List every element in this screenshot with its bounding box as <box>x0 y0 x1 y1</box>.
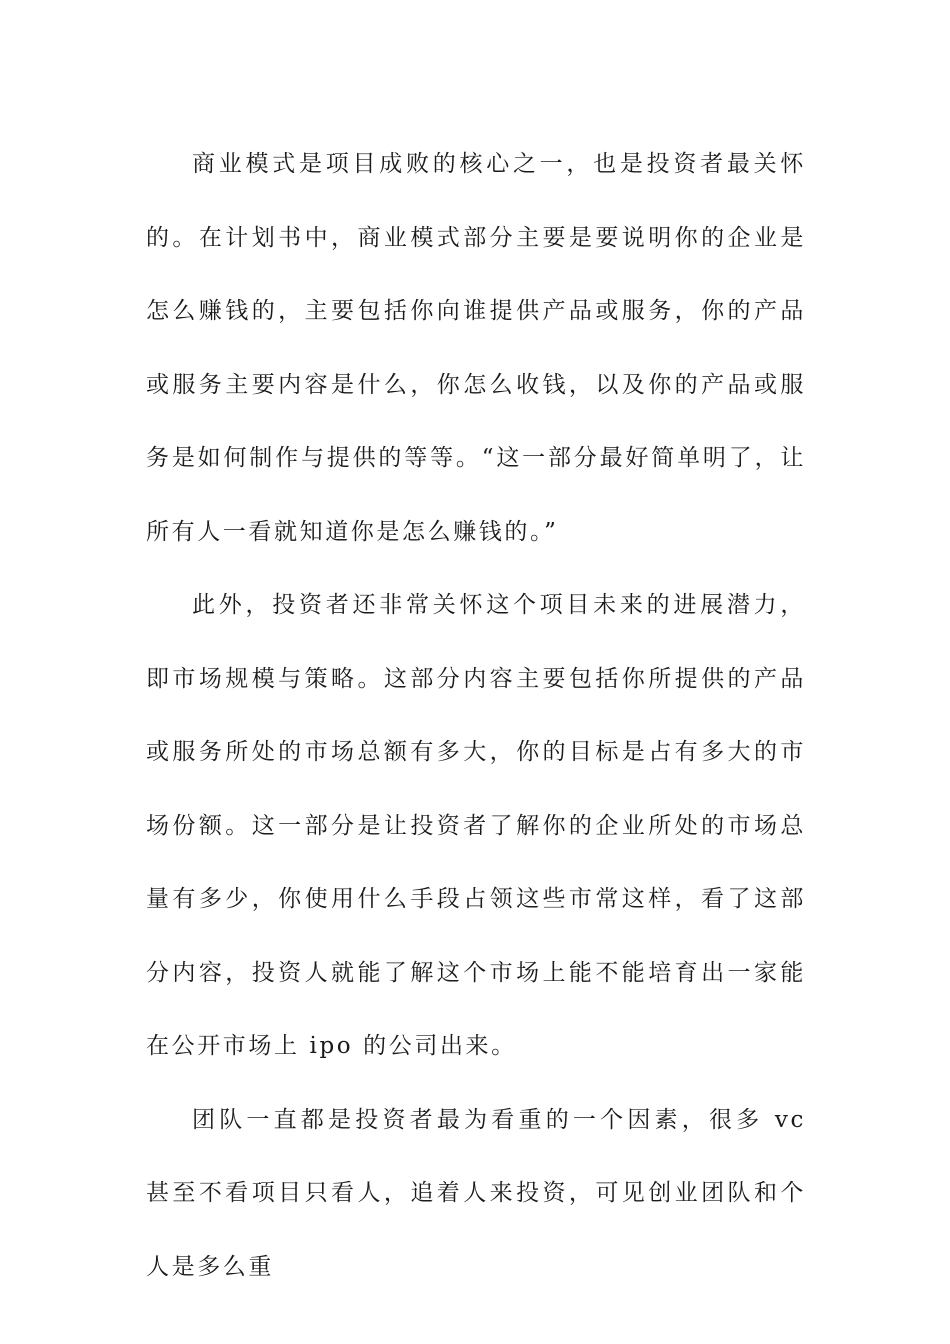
paragraph-team: 团队一直都是投资者最为看重的一个因素，很多 vc 甚至不看项目只看人，追着人来投资，可见创业团队和个人是多么重 <box>146 1106 806 1280</box>
paragraph-market-potential: 此外，投资者还非常关怀这个项目未来的进展潜力，即市场规模与策略。这部分内容主要包括你所提供的产品或服务所处的市场总额有多大，你的目标是占有多大的市场份额。这一部分是让投资者了解你的企业所处的市场总量有多少，你使用什么手段占领这些市常这样，看了这部分内容，投资人就能了解这个市场上能不能培育出一家能在公开市场上 ipo 的公司出来。 <box>146 592 806 1059</box>
paragraph-business-model: 商业模式是项目成败的核心之一，也是投资者最关怀的。在计划书中，商业模式部分主要是要说明你的企业是怎么赚钱的，主要包括你向谁提供产品或服务，你的产品或服务主要内容是什么，你怎么收钱，以及你的产品或服务是如何制作与提供的等等。“这一部分最好简单明了，让所有人一看就知道你是怎么赚钱的。” <box>146 151 806 545</box>
document-body <box>146 128 806 1304</box>
